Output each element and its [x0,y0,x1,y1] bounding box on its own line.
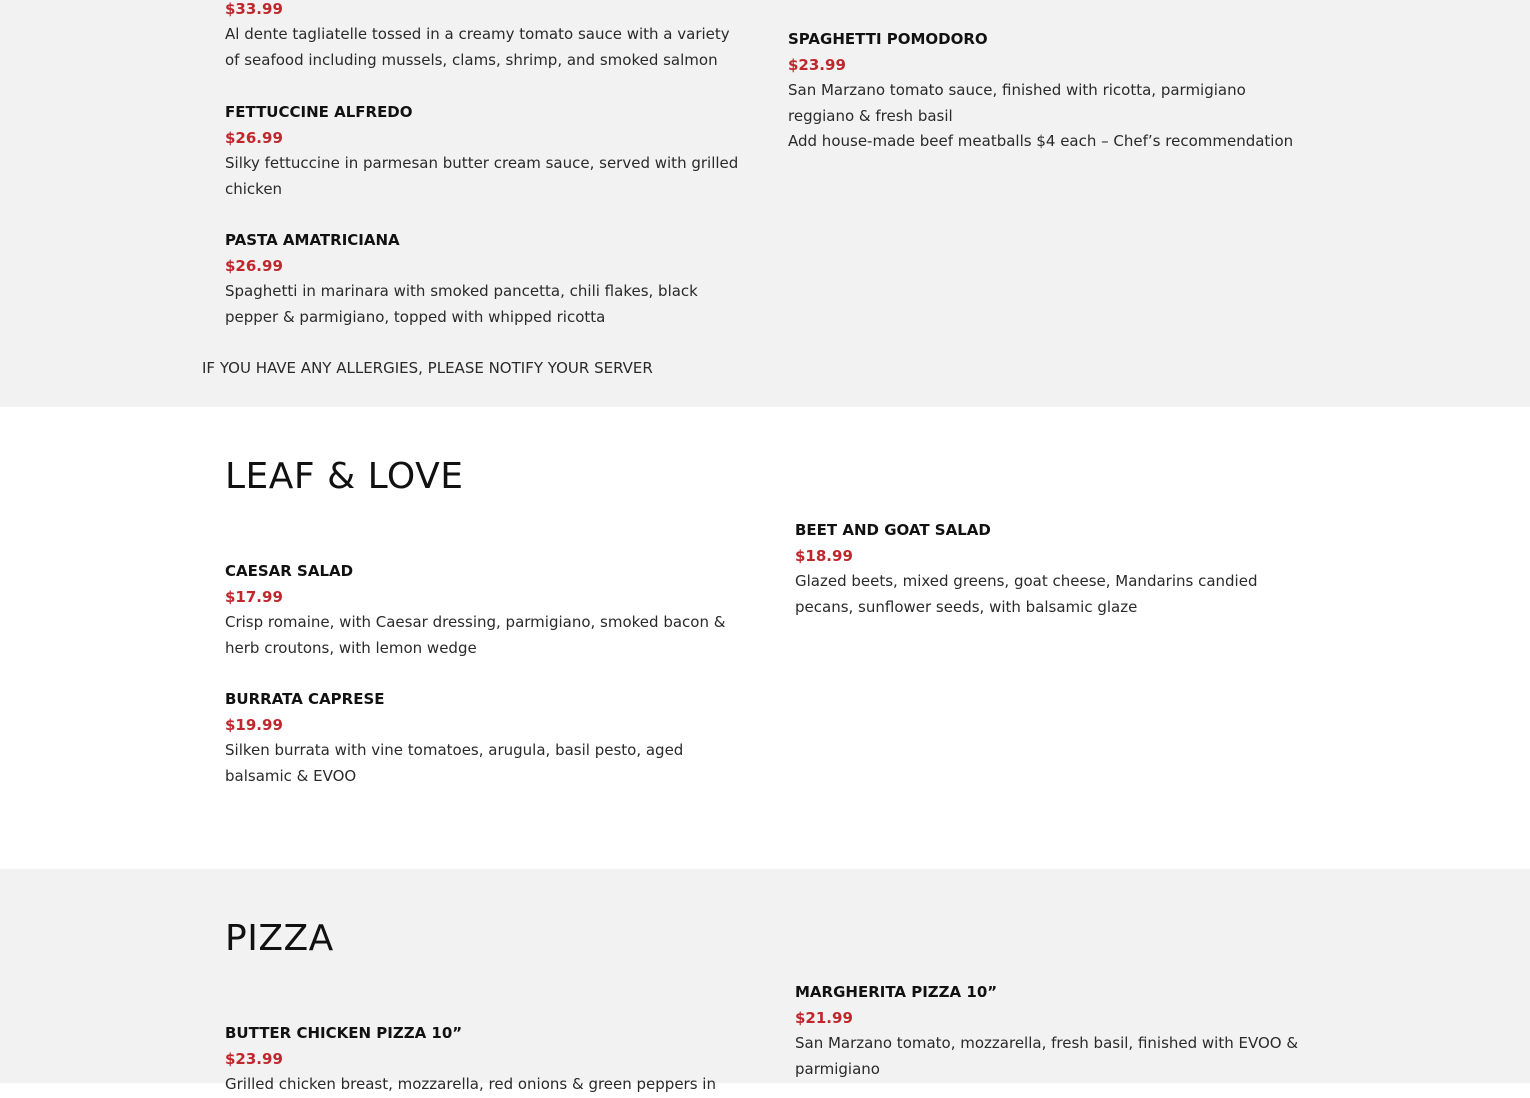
item-description: Crisp romaine, with Caesar dressing, parmigiano, smoked bacon & herb croutons, with lemon wedge [225,613,726,657]
item-description: Grilled chicken breast, mozzarella, red onions & green peppers in [225,1075,716,1093]
item-price: $23.99 [225,1050,283,1068]
item-price: $18.99 [795,547,853,565]
item-price: $26.99 [225,257,283,275]
pasta-section [0,0,1530,407]
menu-item-fettuccine-alfredo [225,99,745,202]
item-price: $21.99 [795,1009,853,1027]
item-name: BURRATA CAPRESE [225,690,385,708]
item-name: SPAGHETTI POMODORO [788,30,988,48]
item-price: $26.99 [225,129,283,147]
item-addon-note: Add house-made beef meatballs $4 each – Chef’s recommendation [788,132,1294,151]
item-description: Al dente tagliatelle tossed in a creamy tomato sauce with a variety of seafood including mussels, clams, shrimp, and smoked salmon [225,25,730,69]
menu-item-margherita-pizza [795,979,1305,1082]
item-price: $33.99 [225,0,283,18]
menu-item-burrata-caprese [225,686,735,789]
item-price: $17.99 [225,588,283,606]
menu-item-butter-chicken-pizza [225,1020,735,1098]
item-description: Silky fettuccine in parmesan butter cream sauce, served with grilled chicken [225,154,739,198]
item-description: Silken burrata with vine tomatoes, arugula, basil pesto, aged balsamic & EVOO [225,741,684,785]
menu-item-pasta-amatriciana [225,227,745,330]
section-title: PIZZA [225,918,334,959]
item-description: San Marzano tomato, mozzarella, fresh basil, finished with EVOO & parmigiano [795,1034,1299,1078]
item-price: $19.99 [225,716,283,734]
item-description: Spaghetti in marinara with smoked pancetta, chili flakes, black pepper & parmigiano, topped with whipped ricotta [225,282,698,326]
item-price: $23.99 [788,56,846,74]
item-name: FETTUCCINE ALFREDO [225,103,413,121]
section-title: LEAF & LOVE [225,456,464,497]
menu-item-beet-and-goat-salad [795,517,1295,620]
menu-item-seafood-tagliatelle [225,0,745,73]
item-description: Glazed beets, mixed greens, goat cheese, Mandarins candied pecans, sunflower seeds, with balsamic glaze [795,572,1258,616]
item-name: PASTA AMATRICIANA [225,231,400,249]
allergy-notice: IF YOU HAVE ANY ALLERGIES, PLEASE NOTIFY YOUR SERVER [202,359,653,377]
item-name: CAESAR SALAD [225,562,354,580]
menu-item-caesar-salad [225,558,735,661]
menu-item-spaghetti-pomodoro [788,26,1316,155]
pizza-section [0,869,1530,1093]
leaf-and-love-section [0,407,1530,869]
item-name: BUTTER CHICKEN PIZZA 10” [225,1024,463,1042]
item-description: San Marzano tomato sauce, finished with ricotta, parmigiano reggiano & fresh basil [788,81,1246,125]
item-name: BEET AND GOAT SALAD [795,521,991,539]
item-name: MARGHERITA PIZZA 10” [795,983,998,1001]
